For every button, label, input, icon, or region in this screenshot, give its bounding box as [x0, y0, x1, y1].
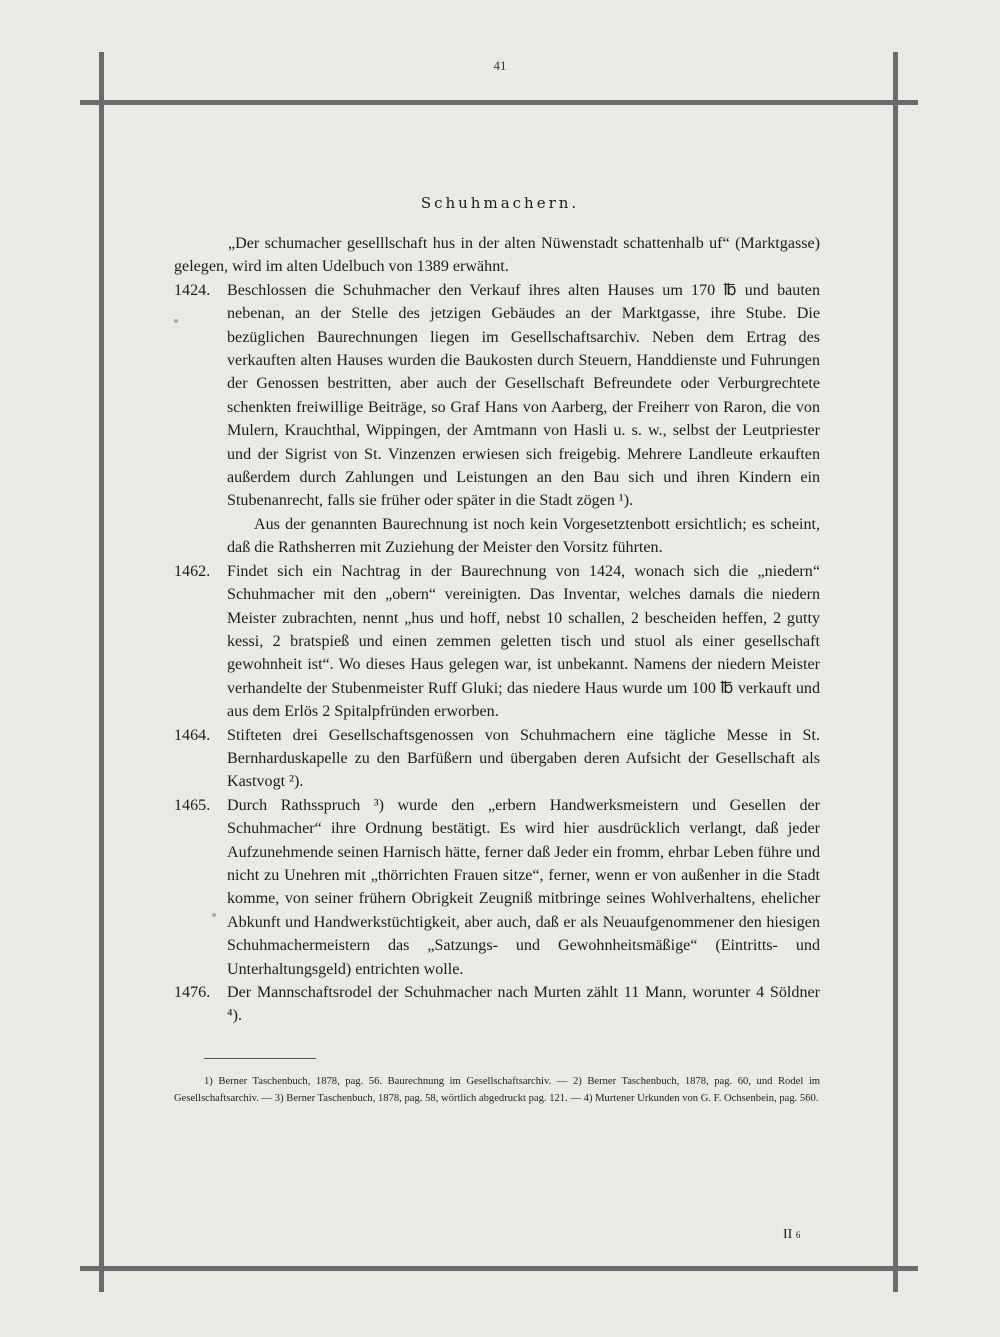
- footnotes: 1) Berner Taschenbuch, 1878, pag. 56. Baurechnung im Gesellschaftsarchiv. — 2) Berner Taschenbuch, 1878, pag. 60, und Rodel im Gesellschaftsarchiv. — 3) Berner Taschenbuch, 1878, pag. 58, wörtlich abgedruckt pag. 121. — 4) Murtener Urkunden von G. F. Ochsenbein, pag. 560.: [174, 1076, 820, 1104]
- entry-text: Stifteten drei Gesellschaftsgenossen von Schuhmachern eine tägliche Messe in St. Bernharduskapelle zu den Barfüßern und übergaben deren Aufsicht der Gesellschaft als Kastvogt ²).: [227, 726, 820, 791]
- chronicle-entry: [174, 724, 820, 794]
- frame-left-rule: [99, 52, 104, 1292]
- paper-speck: [212, 913, 216, 917]
- chronicle-entry: [174, 794, 820, 981]
- entry-year: 1424.: [174, 281, 211, 299]
- frame-top-rule: [80, 100, 918, 105]
- chronicle-entry: [174, 279, 820, 513]
- entry-year: 1464.: [174, 726, 211, 744]
- entry-continuation: Aus der genannten Baurechnung ist noch kein Vorgesetztenbott ersichtlich; es scheint, daß die Rathsherren mit Zuziehung der Meister den Vorsitz führten.: [227, 515, 820, 557]
- chronicle-entry: [174, 560, 820, 724]
- paper-speck: [174, 319, 178, 323]
- signature-number: 6: [795, 1230, 801, 1240]
- entry-text: Beschlossen die Schuhmacher den Verkauf ihres alten Hauses um 170 ℔ und bauten nebenan, an der Stelle des jetzigen Gebäudes an der Marktgasse, ihre Stube. Die bezüglichen Baurechnungen liegen im Gesellschaftsarchiv. Neben dem Ertrag des verkauften alten Hauses wurden die Baukosten durch Steuern, Handdienste und Fuhrungen der Genossen bestritten, aber auch der Gesellschaft Befreundete oder Verburgrechtete schenkten freiwillige Beiträge, so Graf Hans von Aarberg, der Freiherr von Raron, die von Mulern, Krauchthal, Wippingen, der Amtmann von Hasli u. s. w., selbst der Leutpriester und der Sigrist von St. Vinzenzen erwiesen sich freigebig. Mehrere Landleute erkauften außerdem durch Zahlungen und Leistungen an den Bau sich und ihren Kindern ein Stubenanrecht, falls sie früher oder später in die Stadt zögen ¹).: [227, 281, 820, 510]
- frame-right-rule: [893, 52, 898, 1292]
- section-heading: Schuhmachern.: [420, 194, 580, 212]
- footnote-separator: [204, 1058, 316, 1059]
- intro-paragraph: „Der schumacher geselllschaft hus in der alten Nüwenstadt schattenhalb uf“ (Marktgasse) gelegen, wird im alten Udelbuch von 1389 erwähnt.: [174, 235, 820, 276]
- entry-year: 1465.: [174, 796, 211, 814]
- page-number: 41: [493, 58, 507, 73]
- entry-text: Findet sich ein Nachtrag in der Baurechnung von 1424, wonach sich die „niedern“ Schuhmacher mit den „obern“ vereinigten. Das Inventar, welches damals die niedern Meister zubrachten, nennt „hus und hoff, nebst 10 schallen, 2 bescheiden heffen, 2 gutty kessi, 2 bratspieß und einen zemmen geletten tisch und stuol als einer gesellschaft gewohnheit ist“. Wo dieses Haus gelegen war, ist unbekannt. Namens der niedern Meister verhandelte der Stubenmeister Ruff Gluki; das niedere Haus wurde um 100 ℔ verkauft und aus dem Erlös 2 Spitalpfründen erworben.: [227, 562, 820, 721]
- entry-year: 1462.: [174, 562, 211, 580]
- entry-continuation-block: [174, 513, 820, 560]
- signature-sheet: II: [783, 1227, 793, 1242]
- entry-year: 1476.: [174, 984, 211, 1001]
- body-text: [174, 232, 820, 1028]
- chronicle-entry: [174, 981, 820, 1028]
- entry-text: Der Mannschaftsrodel der Schuhmacher nach Murten zählt 11 Mann, worunter 4 Söldner ⁴).: [227, 984, 820, 1025]
- entry-text: Durch Rathsspruch ³) wurde den „erbern Handwerksmeistern und Gesellen der Schuhmacher“ ihre Ordnung bestätigt. Es wird hier ausdrücklich verlangt, daß jeder Aufzunehmende seinen Harnisch hätte, ferner daß Jeder ein fromm, ehrbar Leben führe und nicht zu Unehren mit „thörrichten Frauen sitze“, ferner, wenn er von außenher in die Stadt komme, von seiner frühern Obrigkeit Zeugniß mitbringe seines Wohlverhaltens, ehelicher Abkunft und Handwerkstüchtigkeit, aber auch, daß er als Neuaufgenommener den hiesigen Schuhmachermeistern das „Satzungs- und Gewohnheitsmäßige“ (Eintritts- und Unterhaltungsgeld) entrichten wolle.: [227, 796, 820, 978]
- sheet-signature: [783, 1227, 800, 1243]
- frame-bottom-rule: [80, 1266, 918, 1271]
